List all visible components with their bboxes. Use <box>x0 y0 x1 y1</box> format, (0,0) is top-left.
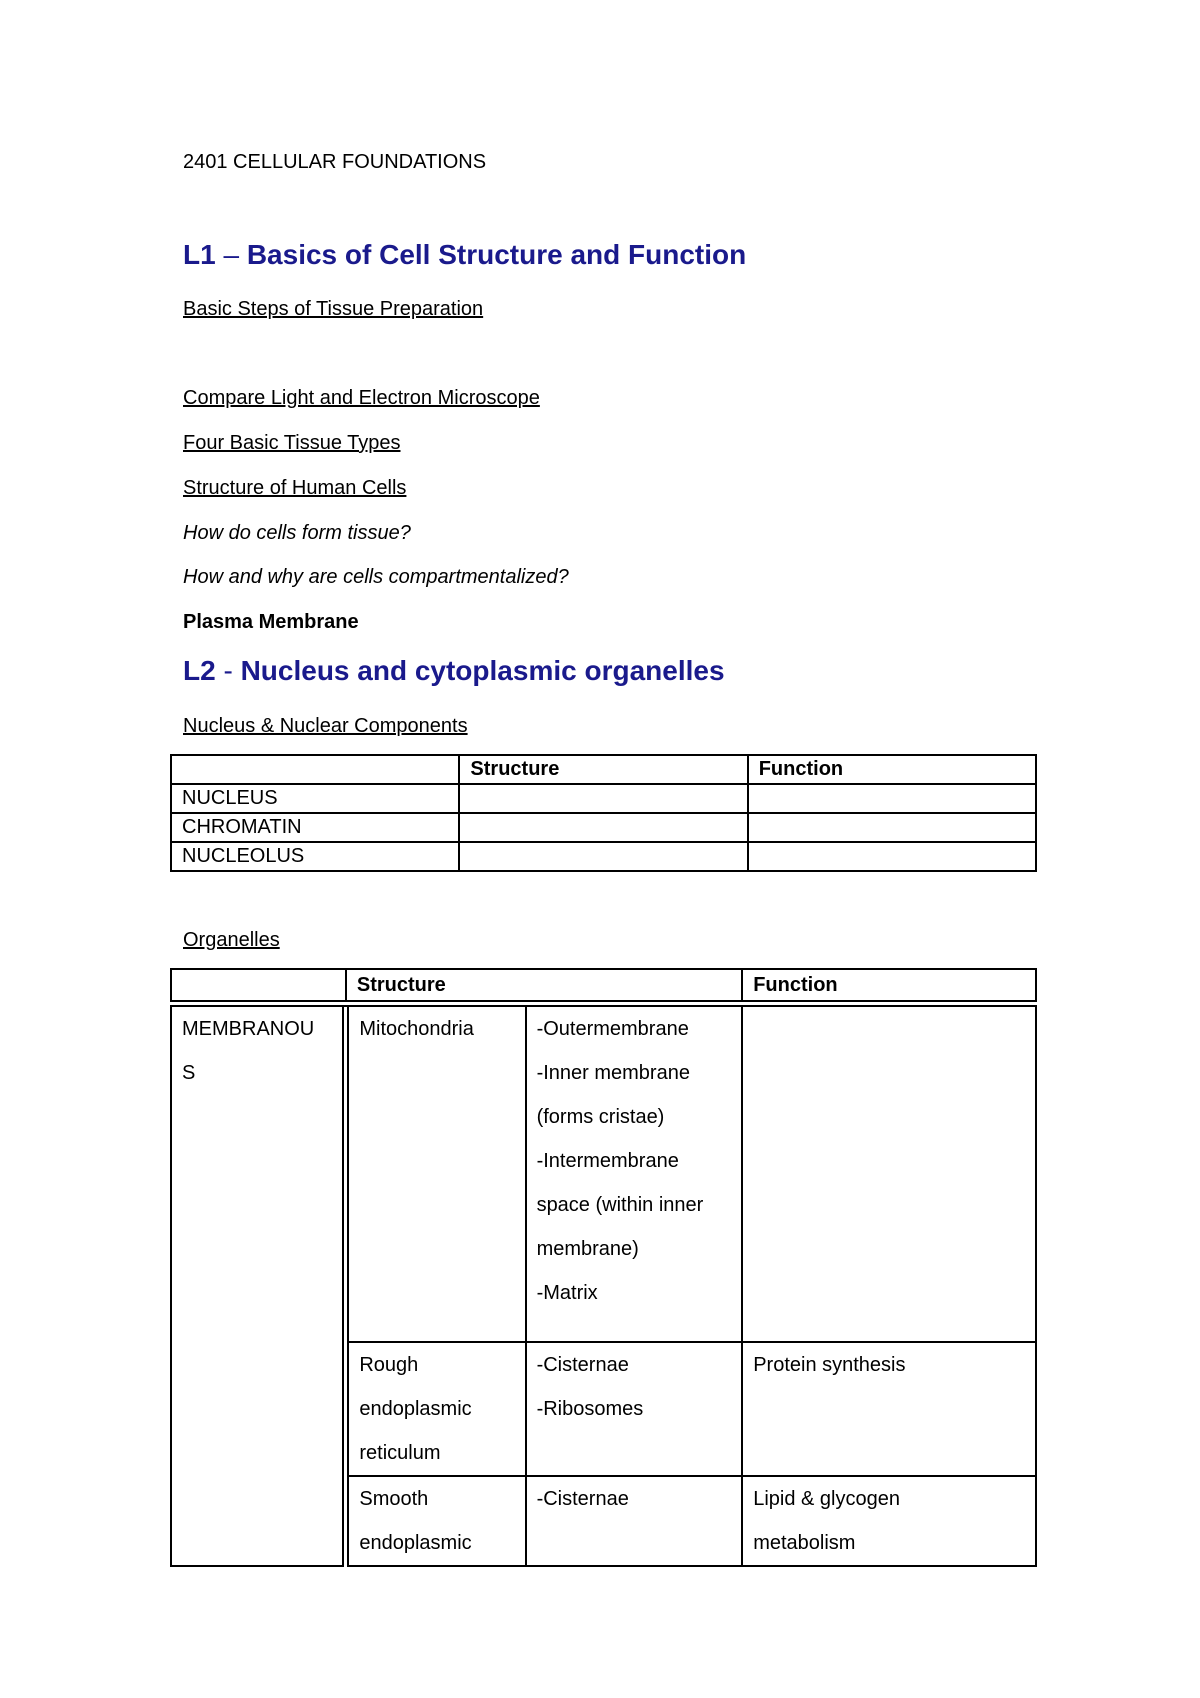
organelle-function-mitochondria <box>742 1004 1036 1343</box>
organelle-name-rough-er <box>346 1342 526 1476</box>
row-label-chromatin: CHROMATIN <box>171 813 459 842</box>
part-line: space (within inner <box>536 1194 704 1216</box>
part-line: -Intermembrane <box>536 1150 679 1172</box>
organelles-header-blank <box>171 969 346 1004</box>
organelle-function-rough-er <box>742 1342 1036 1476</box>
nucleus-header-function: Function <box>748 755 1036 784</box>
organelle-name-smooth-er <box>346 1476 526 1566</box>
organelles-header-function: Function <box>742 969 1036 1004</box>
l2-heading <box>183 654 725 688</box>
part-line: -Cisternae <box>536 1488 629 1510</box>
organelles-table-header <box>171 969 1036 1004</box>
l1-plasma-membrane: Plasma Membrane <box>183 611 359 633</box>
nucleus-table <box>170 754 1037 872</box>
part-line: -Matrix <box>536 1282 598 1304</box>
organelle-name-line: Smooth <box>359 1488 429 1510</box>
nucleus-section-title: Nucleus & Nuclear Components <box>183 715 468 737</box>
chromatin-structure-cell <box>459 813 747 842</box>
organelle-parts-mitochondria <box>526 1004 743 1343</box>
table-row <box>171 1004 1036 1343</box>
l1-heading-text: Basics of Cell Structure and Function <box>246 239 747 270</box>
function-line: Lipid & glycogen <box>753 1488 900 1510</box>
organelle-name-line: reticulum <box>359 1442 441 1464</box>
nucleus-function-cell <box>748 784 1036 813</box>
l1-item-microscope: Compare Light and Electron Microscope <box>183 387 540 409</box>
row-label-nucleus: NUCLEUS <box>171 784 459 813</box>
part-line: membrane) <box>536 1238 639 1260</box>
chromatin-function-cell <box>748 813 1036 842</box>
l1-item-tissue-preparation: Basic Steps of Tissue Preparation <box>183 298 484 320</box>
nucleus-table-header <box>171 755 1036 784</box>
organelles-section-title: Organelles <box>183 929 280 951</box>
l1-item-tissue-types: Four Basic Tissue Types <box>183 432 401 454</box>
nucleolus-function-cell <box>748 842 1036 871</box>
table-row <box>171 813 1036 842</box>
part-line: -Ribosomes <box>536 1398 644 1420</box>
organelles-header-structure: Structure <box>346 969 742 1004</box>
nucleus-structure-cell <box>459 784 747 813</box>
l1-question-compartment: How and why are cells compartmentalized? <box>183 566 569 588</box>
l1-heading-dash: – <box>223 239 240 270</box>
organelle-function-smooth-er <box>742 1476 1036 1566</box>
nucleus-header-structure: Structure <box>459 755 747 784</box>
part-line: (forms cristae) <box>536 1106 665 1128</box>
table-row <box>171 842 1036 871</box>
function-line: Protein synthesis <box>753 1354 906 1376</box>
course-title: 2401 CELLULAR FOUNDATIONS <box>183 151 487 173</box>
part-line: -Cisternae <box>536 1354 629 1376</box>
row-label-nucleolus: NUCLEOLUS <box>171 842 459 871</box>
l1-item-human-cells: Structure of Human Cells <box>183 477 407 499</box>
category-membranous <box>171 1004 346 1567</box>
function-line: metabolism <box>753 1532 856 1554</box>
l2-heading-text: Nucleus and cytoplasmic organelles <box>240 655 725 686</box>
l2-heading-prefix: L2 <box>183 655 216 686</box>
l1-heading-prefix: L1 <box>183 239 216 270</box>
part-line: -Outermembrane <box>536 1018 689 1040</box>
nucleus-header-blank <box>171 755 459 784</box>
organelle-name-line: endoplasmic <box>359 1532 472 1554</box>
part-line: -Inner membrane <box>536 1062 690 1084</box>
organelle-name-line: endoplasmic <box>359 1398 472 1420</box>
l1-question-tissue: How do cells form tissue? <box>183 522 411 544</box>
organelle-parts-smooth-er <box>526 1476 743 1566</box>
organelle-name-line: Mitochondria <box>359 1018 474 1040</box>
organelle-parts-rough-er <box>526 1342 743 1476</box>
category-line: S <box>182 1062 196 1084</box>
l2-heading-dash: - <box>223 655 233 686</box>
l1-heading <box>183 238 746 272</box>
nucleolus-structure-cell <box>459 842 747 871</box>
organelle-name-line: Rough <box>359 1354 419 1376</box>
organelle-name-mitochondria <box>346 1004 526 1343</box>
category-line: MEMBRANOU <box>182 1018 315 1040</box>
organelles-table <box>170 968 1037 1567</box>
table-row <box>171 784 1036 813</box>
